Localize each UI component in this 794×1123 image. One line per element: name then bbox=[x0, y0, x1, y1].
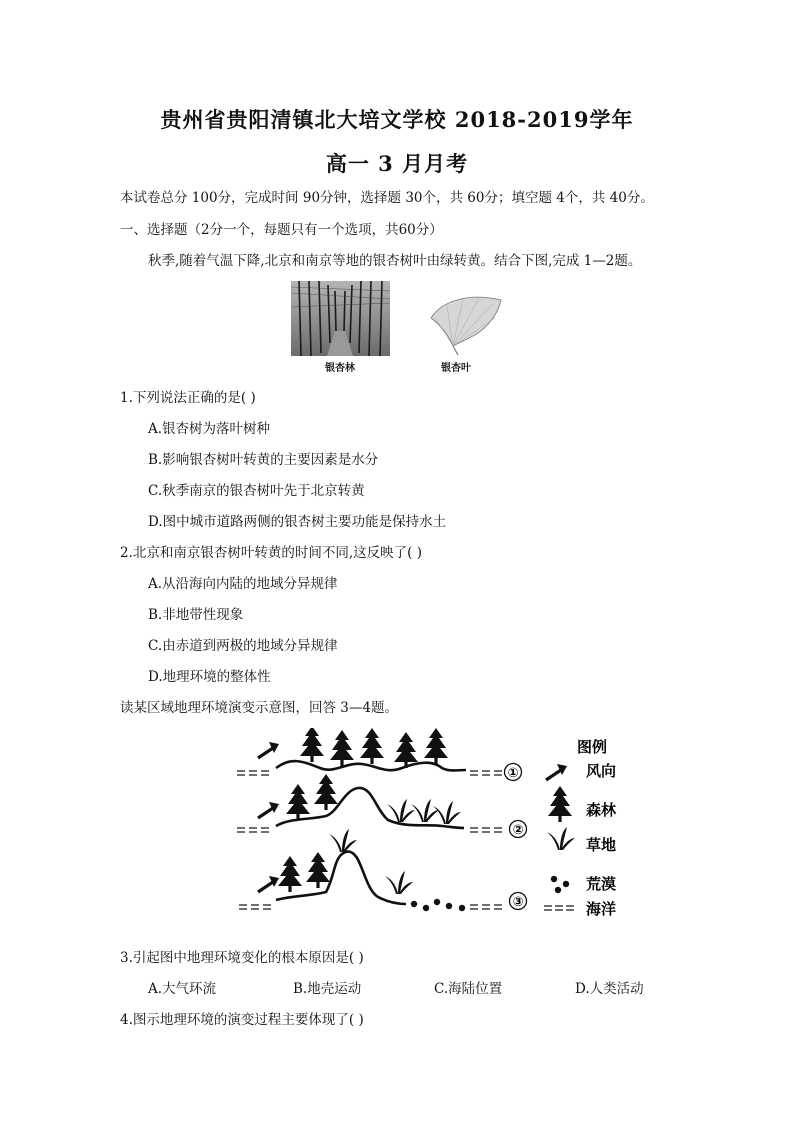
ginkgo-forest-photo bbox=[291, 281, 390, 356]
question-2-option-a: A.从沿海向内陆的地域分异规律 bbox=[148, 576, 338, 592]
section-heading: 一、选择题（2分一个，每题只有一个选项，共60分） bbox=[120, 222, 443, 238]
page-title-line1: 贵州省贵阳清镇北大培文学校 2018-2019学年 bbox=[160, 107, 634, 132]
page-title-line2: 高一 3 月月考 bbox=[325, 151, 469, 176]
legend-desert: 荒漠 bbox=[586, 875, 617, 893]
legend-desert-icon bbox=[551, 876, 569, 893]
question-1-option-c: C.秋季南京的银杏树叶先于北京转黄 bbox=[148, 483, 365, 499]
question-4-stem: 4.图示地理环境的演变过程主要体现了( ) bbox=[120, 1012, 364, 1028]
legend-forest-icon bbox=[548, 786, 572, 822]
question-1-stem: 1.下列说法正确的是( ) bbox=[120, 390, 256, 406]
stage-3-label: ③ bbox=[512, 895, 524, 910]
question-2-option-d: D.地理环境的整体性 bbox=[148, 669, 271, 685]
question-3-option-b: B.地壳运动 bbox=[293, 981, 362, 997]
question-3-stem: 3.引起图中地理环境变化的根本原因是( ) bbox=[120, 950, 364, 966]
legend-wind-arrow-icon bbox=[546, 764, 567, 780]
legend-title: 图例 bbox=[577, 738, 608, 756]
question-2-stem: 2.北京和南京银杏树叶转黄的时间不同,这反映了( ) bbox=[120, 545, 422, 561]
stage-3-profile bbox=[239, 829, 527, 911]
question-1-option-b: B.影响银杏树叶转黄的主要因素是水分 bbox=[148, 452, 379, 468]
question-3-option-c: C.海陆位置 bbox=[434, 981, 503, 997]
stage-2-profile bbox=[237, 774, 527, 838]
passage-ginkgo: 秋季,随着气温下降,北京和南京等地的银杏树叶由绿转黄。结合下图,完成 1—2题。 bbox=[148, 253, 642, 269]
ginkgo-leaf-image bbox=[427, 288, 507, 356]
question-3-option-a: A.大气环流 bbox=[148, 981, 217, 997]
passage-diagram: 读某区域地理环境演变示意图，回答 3—4题。 bbox=[120, 700, 398, 716]
stage-2-label: ② bbox=[512, 823, 524, 838]
legend-ocean: 海洋 bbox=[586, 900, 617, 918]
question-1-option-d: D.图中城市道路两侧的银杏树主要功能是保持水土 bbox=[148, 514, 447, 530]
caption-ginkgo-leaf: 银杏叶 bbox=[441, 363, 471, 374]
question-3-option-d: D.人类活动 bbox=[575, 981, 644, 997]
legend-grassland: 草地 bbox=[586, 836, 617, 854]
legend-ocean-icon bbox=[544, 906, 574, 910]
stage-1-profile bbox=[237, 728, 522, 781]
environment-evolution-diagram bbox=[230, 728, 650, 928]
question-1-option-a: A.银杏树为落叶树种 bbox=[148, 421, 271, 437]
diagram-legend bbox=[544, 738, 617, 918]
legend-wind: 风向 bbox=[586, 762, 617, 780]
exam-intro: 本试卷总分 100分，完成时间 90分钟，选择题 30个，共 60分；填空题 4个，共 40分。 bbox=[120, 190, 654, 206]
question-2-option-b: B.非地带性现象 bbox=[148, 607, 244, 623]
legend-grassland-icon bbox=[547, 827, 575, 850]
caption-ginkgo-forest: 银杏林 bbox=[325, 363, 355, 374]
stage-1-label: ① bbox=[507, 766, 519, 781]
legend-forest: 森林 bbox=[586, 801, 617, 819]
question-2-option-c: C.由赤道到两极的地域分异规律 bbox=[148, 638, 338, 654]
